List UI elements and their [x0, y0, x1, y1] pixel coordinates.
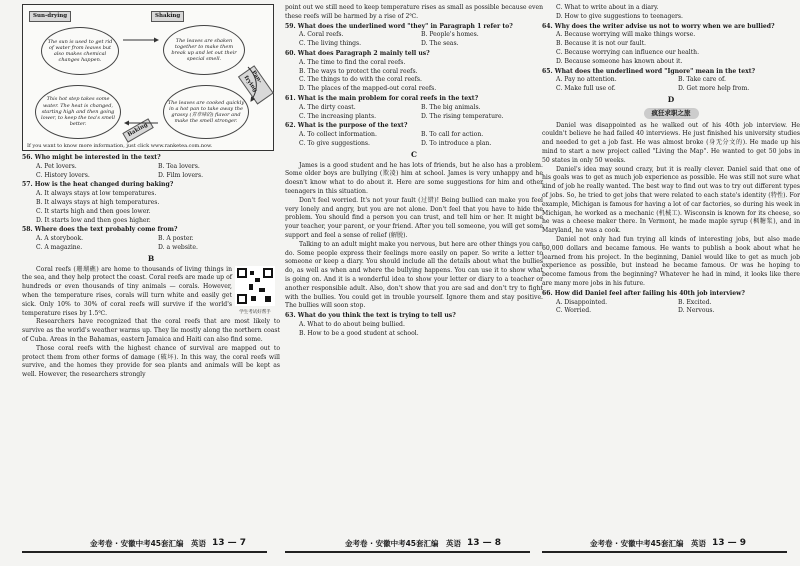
option: B. To call for action.: [421, 131, 484, 139]
option: A. Pet lovers.: [36, 162, 77, 170]
footer-1: [90, 536, 246, 550]
q60: 60. What does Paragraph 2 mainly tell us?: [285, 49, 430, 57]
tag-sun-drying: Sun-drying: [29, 11, 71, 22]
column-2: [285, 4, 543, 338]
option: C. The things to do with the coral reefs.: [299, 76, 422, 84]
option: D. Nervous.: [678, 307, 715, 315]
option: C. To give suggestions.: [299, 139, 370, 147]
column-1: [22, 4, 280, 380]
option: A. Coral reefs.: [299, 31, 344, 39]
tag-baking: Baking: [122, 118, 153, 142]
shaking-oval: The leaves are shaken together to make them break up and let out their special smell.: [163, 25, 245, 75]
option: B. How to be a good student at school.: [299, 329, 419, 337]
option: C. What to write about in a diary.: [556, 4, 659, 11]
option: B. The big animals.: [421, 103, 481, 111]
option: D. It starts low and then goes higher.: [36, 216, 151, 224]
q58: 58. Where does the text probably come from?: [22, 226, 178, 234]
footer-title: 金考卷 · 安徽中考45套汇编 英语: [90, 538, 207, 548]
option: A. It always stays at low temperatures.: [36, 190, 157, 198]
option: A. Disappointed.: [556, 298, 608, 306]
qr-caption: 学生考试好帮手: [239, 310, 271, 316]
passage-b-p3-cont: point out we still need to keep temperature rises as small as possible because even these reefs will be harmed by a rise of 2℃.: [285, 4, 543, 20]
option: C. It starts high and then goes lower.: [36, 207, 151, 215]
option: B. It always stays at high temperatures.: [36, 198, 160, 206]
option: B. People's homes.: [421, 31, 479, 39]
section-d-heading: D: [667, 94, 675, 104]
option: C. History lovers.: [36, 171, 90, 179]
q59: 59. What does the underlined word "they" in Paragraph 1 refer to?: [285, 22, 513, 30]
qr-code-icon: [235, 266, 275, 316]
footer-rule: [285, 551, 530, 553]
footer-title: 金考卷 · 安徽中考45套汇编 英语: [345, 538, 462, 548]
option: A. What to do about being bullied.: [299, 320, 405, 328]
tag-pan-frying: Pan-frying: [238, 65, 274, 104]
section-b-heading: B: [147, 253, 155, 263]
page-number: 13 — 8: [467, 538, 502, 548]
option: A. A storybook.: [36, 235, 84, 243]
footer-rule: [542, 551, 787, 553]
option: A. The dirty coast.: [299, 103, 356, 111]
baking-oval: This hot step takes some water. The heat is changed, starting high and then going lower, to keep the tea's smell better.: [35, 85, 121, 139]
page-number: 13 — 7: [212, 538, 247, 548]
footer-2: [345, 536, 501, 550]
passage-b-p3: Those coral reefs with the highest chance of survival are mapped out to protect them from other forms of damage (破坏). In this way, the coral reefs will survive, and the homes they provide for sea plants and animals will be kept as well. However, the researchers strongly: [22, 344, 280, 379]
footer-rule: [22, 551, 267, 553]
banner-label: 疯狂求职之旅: [644, 108, 699, 119]
footer-3: [590, 536, 746, 550]
option: D. a website.: [158, 243, 198, 251]
option: D. Film lovers.: [158, 171, 204, 179]
section-c-heading: C: [411, 149, 417, 159]
tag-shaking: Shaking: [151, 11, 184, 22]
option: D. Because someone has known about it.: [556, 57, 683, 65]
option: C. Make full use of.: [556, 85, 616, 93]
option: D. Get more help from.: [678, 85, 750, 93]
passage-d-p1: Daniel was disappointed as he walked out of his 40th job interview. He couldn't believe he had failed 40 interviews. He just finished his university studies and needed to get a job fast. He was almost broke (身无分文的). He made up his mind to start a new project called "Living the Map". He wanted to get 50 jobs in 50 states in only 50 weeks.: [542, 121, 800, 164]
option: C. The living things.: [299, 40, 362, 48]
option: B. Tea lovers.: [158, 162, 200, 170]
passage-d-p3: Daniel not only had fun trying all kinds of interesting jobs, but also made 60,000 dollars and became famous. He wants to publish a book about what he learned from his project. In the beginning, Daniel would like to get as much job experience as possible, but instead he became famous. Or was he hoping to become famous from the beginning? Whatever he had in mind, it looks like there are many more jobs in his future.: [542, 235, 800, 287]
option: A. The time to find the coral reefs.: [299, 58, 406, 66]
footer-title: 金考卷 · 安徽中考45套汇编 英语: [590, 538, 707, 548]
q61: 61. What is the main problem for coral reefs in the text?: [285, 94, 479, 102]
option: C. Because worrying can influence our health.: [556, 48, 700, 56]
option: A. Pay no attention.: [556, 76, 617, 84]
diagram-note: If you want to know more information, just click www.ranketea.com.now.: [27, 143, 213, 149]
option: D. The seas.: [421, 40, 459, 48]
q56: 56. Who might be interested in the text?: [22, 154, 161, 161]
passage-b-p1: Coral reefs (珊瑚礁) are home to thousands of living things in the sea, and they help protect the coast. Coral reefs are made up of hundreds or even thousands of tiny animals — corals. However, when the temperature rises, corals will turn white and easily get sick. Only 10% to 30% of coral reefs will survive if the world's temperature rises by 1.5℃.: [22, 265, 232, 317]
option: D. The places of the mapped-out coral reefs.: [299, 85, 437, 93]
section-d-banner: [542, 108, 800, 119]
q63: 63. What do you think the text is trying to tell us?: [285, 312, 456, 320]
option: B. Because it is not our fault.: [556, 40, 646, 48]
arrows: [23, 5, 273, 150]
q62: 62. What is the purpose of the text?: [285, 122, 408, 130]
option: C. A magazine.: [36, 243, 83, 251]
tea-process-diagram: [22, 4, 274, 151]
option: C. Worried.: [556, 307, 592, 315]
option: D. How to give suggestions to teenagers.: [556, 12, 683, 20]
option: D. The rising temperature.: [421, 112, 504, 120]
page-number: 13 — 9: [712, 538, 747, 548]
option: B. Excited.: [678, 298, 712, 306]
option: B. A poster.: [158, 235, 194, 243]
option: C. The increasing plants.: [299, 112, 377, 120]
option: A. Because worrying will make things worse.: [556, 31, 696, 39]
q64: 64. Why does the writer advise us not to worry when we are bullied?: [542, 22, 775, 30]
option: A. To collect information.: [299, 131, 377, 139]
q57: 57. How is the heat changed during baking?: [22, 181, 174, 189]
option: B. The ways to protect the coral reefs.: [299, 67, 418, 75]
sun-drying-oval: The sun is used to get rid of water from leaves but also makes chemical changes happen.: [41, 27, 119, 75]
passage-b-p2: Researchers have recognized that the coral reefs that are most likely to survive as the world's weather warms up. They lie mostly along the northern coast of Cuba. Areas in the Bahamas, eastern Jamaica and Haiti can also find some.: [22, 318, 280, 343]
q66: 66. How did Daniel feel after failing his 40th job interview?: [542, 289, 745, 297]
passage-d-p2: Daniel's idea may sound crazy, but it is really clever. Daniel said that one of his goals was to get as much job experience as possible. He was still not sure what kind of job he really wanted. The best way to find out was to try out different types of jobs. So, he tried to get jobs that were related to each state's identity (特性). For example, Michigan is famous for having a lot of car factories, so during his week in Michigan, he worked as a mechanic (机械工). Wisconsin is known for its cheese, so he was a cheese maker there. In Vermont, he made maple syrup (枫糖浆), and in Maryland, he was a cook.: [542, 165, 800, 235]
passage-c-p3: Talking to an adult might make you nervous, but here are other things you can do. Some people express their feelings more easily on paper. So write a letter to someone or keep a diary. You should include all the details about what the bullies do, as well as when and where the bullying happens. You can use it to show what is going on. And it is a wonderful idea to show your letter or diary to a teacher or another responsible adult. Also, don't show that you are sad and don't try to fight with the bullies. You could get in trouble yourself. Ignore them and stay positive. The bullies will soon stop.: [285, 240, 543, 310]
pan-frying-oval: The leaves are cooked quickly in a hot pan to take away the grassy (青草味的) flavor and make the smell stronger.: [163, 85, 249, 139]
column-3: [542, 4, 800, 316]
q65: 65. What does the underlined word "Ignore" mean in the text?: [542, 67, 756, 75]
option: B. Take care of.: [678, 76, 726, 84]
passage-c-p1: James is a good student and he has lots of friends, but he also has a problem. Some older boys are bullying (欺凌) him at school. James is very unhappy and he doesn't know what to do about it. Here are some suggestions for him and other teenagers in this situation.: [285, 161, 543, 195]
passage-c-p2: Don't feel worried. It's not your fault (过错)! Being bullied can make you feel very lonely and angry, but you are not alone. Don't feel that you have to hide the problem. You should find a person you can trust, and tell him or her. It might be your teacher, your parent, or your friend. After you tell someone, you will get some support and feel a sense of relief (解脱).: [285, 196, 543, 239]
option: D. To introduce a plan.: [421, 139, 492, 147]
